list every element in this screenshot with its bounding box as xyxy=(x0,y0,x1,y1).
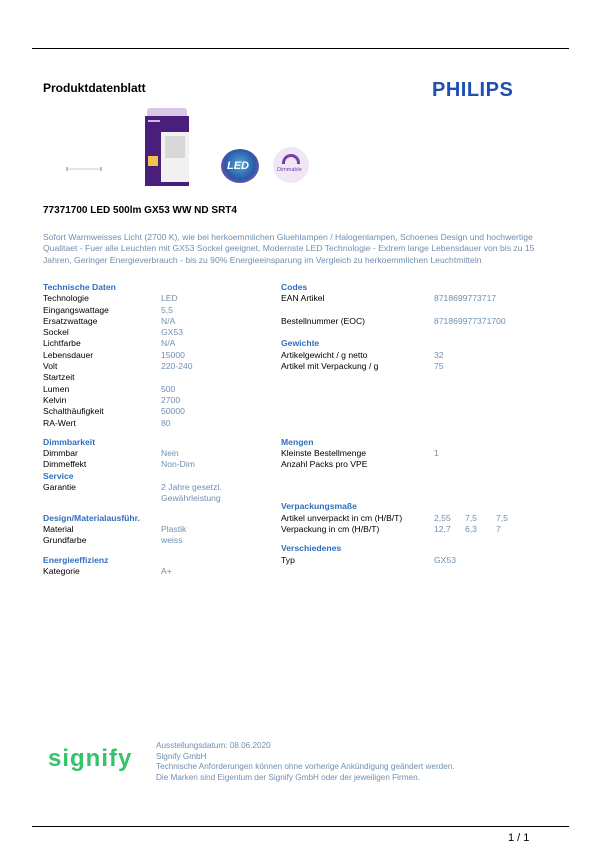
spec-value: N/A xyxy=(161,315,176,326)
spec-row xyxy=(281,350,561,361)
spec-label: Garantie xyxy=(43,482,76,493)
spec-label: Grundfarbe xyxy=(43,535,87,546)
spec-value: 8718699773717 xyxy=(434,293,497,304)
spec-row xyxy=(43,395,263,406)
spec-label: Lebensdauer xyxy=(43,349,94,360)
spec-row xyxy=(43,327,263,338)
spec-value: A+ xyxy=(161,565,172,576)
spec-value: 1 xyxy=(434,448,439,459)
spec-row xyxy=(281,448,561,459)
footer-info xyxy=(156,741,455,783)
spec-value: 5,5 xyxy=(161,304,173,315)
spec-value: 6,3 xyxy=(465,523,477,534)
spec-label: Kleinste Bestellmenge xyxy=(281,448,367,459)
product-package-image xyxy=(143,108,191,186)
spec-value: N/A xyxy=(161,338,176,349)
spec-row xyxy=(43,418,263,429)
spec-label: Schalthäufigkeit xyxy=(43,406,104,417)
spec-value: GX53 xyxy=(161,327,183,338)
led-badge-icon xyxy=(221,149,259,183)
section-miscellaneous: Verschiedenes xyxy=(281,543,342,554)
left-column xyxy=(43,282,263,577)
technical-notice: Technische Anforderungen können ohne vorherige Ankündigung geändert werden. xyxy=(156,762,455,772)
section-technical-data: Technische Daten xyxy=(43,282,116,292)
spec-label: Lumen xyxy=(43,383,70,394)
spec-row xyxy=(281,524,561,535)
section-design-material: Design/Materialausführ. xyxy=(43,512,140,523)
spec-value: 75 xyxy=(434,361,444,372)
spec-value: 2 Jahre gesetzl. xyxy=(161,482,222,493)
product-description: Sofort Warmweisses Licht (2700 K), wie bei herkoemmlichen Gluehlampen / Halogenlampen, Schoenes Design und hochwertige Qualitaet - Fuer alle Leuchten mit GX53 Sockel geeignet, Modernste LED Technologie - Extrem lange Lebensdauer von bis zu 15 Jahren, Geringer Energieverbrauch - bis zu 90% Energieeinsparung im Vergleich zu herkoemmlichen Leuchtmitteln xyxy=(43,232,535,265)
spec-value: LED xyxy=(161,293,178,304)
spec-label: Eingangswattage xyxy=(43,304,109,315)
spec-label: Technologie xyxy=(43,293,89,304)
section-weights: Gewichte xyxy=(281,338,320,349)
spec-value: Plastik xyxy=(161,523,187,534)
product-lamp-image xyxy=(66,166,102,172)
spec-value: 12,7 xyxy=(434,523,451,534)
spec-value: 7,5 xyxy=(465,512,477,523)
section-energy-efficiency: Energieeffizienz xyxy=(43,554,109,565)
spec-row xyxy=(43,372,263,383)
spec-row xyxy=(43,384,263,395)
spec-label: Kelvin xyxy=(43,394,67,405)
spec-row xyxy=(281,555,561,566)
company-name: Signify GmbH xyxy=(156,751,207,761)
spec-value: Nein xyxy=(161,448,179,459)
led-badge-label: LED xyxy=(227,160,249,172)
spec-row xyxy=(281,459,561,470)
spec-row xyxy=(43,459,263,470)
spec-row xyxy=(281,513,561,524)
section-service: Service xyxy=(43,470,74,481)
dimmable-badge-label: Dimmable xyxy=(277,167,302,173)
spec-row xyxy=(43,293,263,304)
spec-row xyxy=(43,406,263,417)
spec-row xyxy=(281,316,561,327)
section-codes: Codes xyxy=(281,282,308,292)
spec-value: 32 xyxy=(434,349,444,360)
spec-label: Verpackung in cm (H/B/T) xyxy=(281,523,380,534)
spec-value: 15000 xyxy=(161,349,185,360)
section-dimming: Dimmbarkeit xyxy=(43,436,96,447)
section-packaging-dimensions: Verpackungsmaße xyxy=(281,501,357,512)
spec-row xyxy=(281,305,561,316)
spec-label: Artikelgewicht / g netto xyxy=(281,349,368,360)
spec-value: Non-Dim xyxy=(161,459,195,470)
spec-label: Artikel mit Verpackung / g xyxy=(281,361,379,372)
spec-value: 80 xyxy=(161,417,171,428)
spec-row xyxy=(43,448,263,459)
bottom-rule xyxy=(32,826,569,827)
page-number: 1 / 1 xyxy=(508,832,530,844)
spec-label: Ersatzwattage xyxy=(43,315,98,326)
spec-row xyxy=(43,566,263,577)
spec-value: weiss xyxy=(161,535,183,546)
spec-label: Anzahl Packs pro VPE xyxy=(281,459,368,470)
spec-value: 7 xyxy=(496,523,501,534)
spec-row xyxy=(43,350,263,361)
section-quantities: Mengen xyxy=(281,436,314,447)
top-rule xyxy=(32,48,569,49)
spec-label: Artikel unverpackt in cm (H/B/T) xyxy=(281,512,403,523)
spec-label: Typ xyxy=(281,554,295,565)
spec-label: Lichtfarbe xyxy=(43,338,81,349)
spec-row xyxy=(43,305,263,316)
spec-label: Volt xyxy=(43,361,58,372)
philips-logo: PHILIPS xyxy=(432,79,514,101)
dimmable-badge-icon xyxy=(273,147,309,183)
spec-row xyxy=(43,338,263,349)
spec-row xyxy=(43,535,263,546)
signify-logo xyxy=(48,745,144,775)
page-title: Produktdatenblatt xyxy=(43,81,146,95)
spec-value: 871869977371700 xyxy=(434,315,506,326)
spec-value: 500 xyxy=(161,383,176,394)
spec-label: RA-Wert xyxy=(43,417,76,428)
trademark-notice: Die Marken sind Eigentum der Signify GmbH oder der jeweiligen Firmen. xyxy=(156,772,420,782)
spec-row xyxy=(281,361,561,372)
spec-label: Kategorie xyxy=(43,565,80,576)
spec-label: Startzeit xyxy=(43,372,75,383)
spec-label: Material xyxy=(43,523,74,534)
spec-value: GX53 xyxy=(434,554,456,565)
spec-value: 2,55 xyxy=(434,512,451,523)
issue-date: Ausstellungsdatum: 08.06.2020 xyxy=(156,741,271,750)
product-name: 77371700 LED 500lm GX53 WW ND SRT4 xyxy=(43,205,237,216)
spec-row xyxy=(43,524,263,535)
spec-value: 50000 xyxy=(161,406,185,417)
spec-label: Sockel xyxy=(43,327,69,338)
spec-label: Bestellnummer (EOC) xyxy=(281,315,366,326)
spec-value: 2700 xyxy=(161,394,181,405)
spec-row xyxy=(43,361,263,372)
spec-value: 7,5 xyxy=(496,512,508,523)
spec-row xyxy=(281,293,561,304)
spec-label: Dimmeffekt xyxy=(43,459,87,470)
spec-value: Gewährleistung xyxy=(161,493,221,504)
spec-value: 220-240 xyxy=(161,361,193,372)
spec-label: Dimmbar xyxy=(43,448,78,459)
signify-logo-text: signify xyxy=(48,745,133,772)
spec-label: EAN Artikel xyxy=(281,293,325,304)
spec-row xyxy=(43,316,263,327)
right-column xyxy=(281,282,561,566)
